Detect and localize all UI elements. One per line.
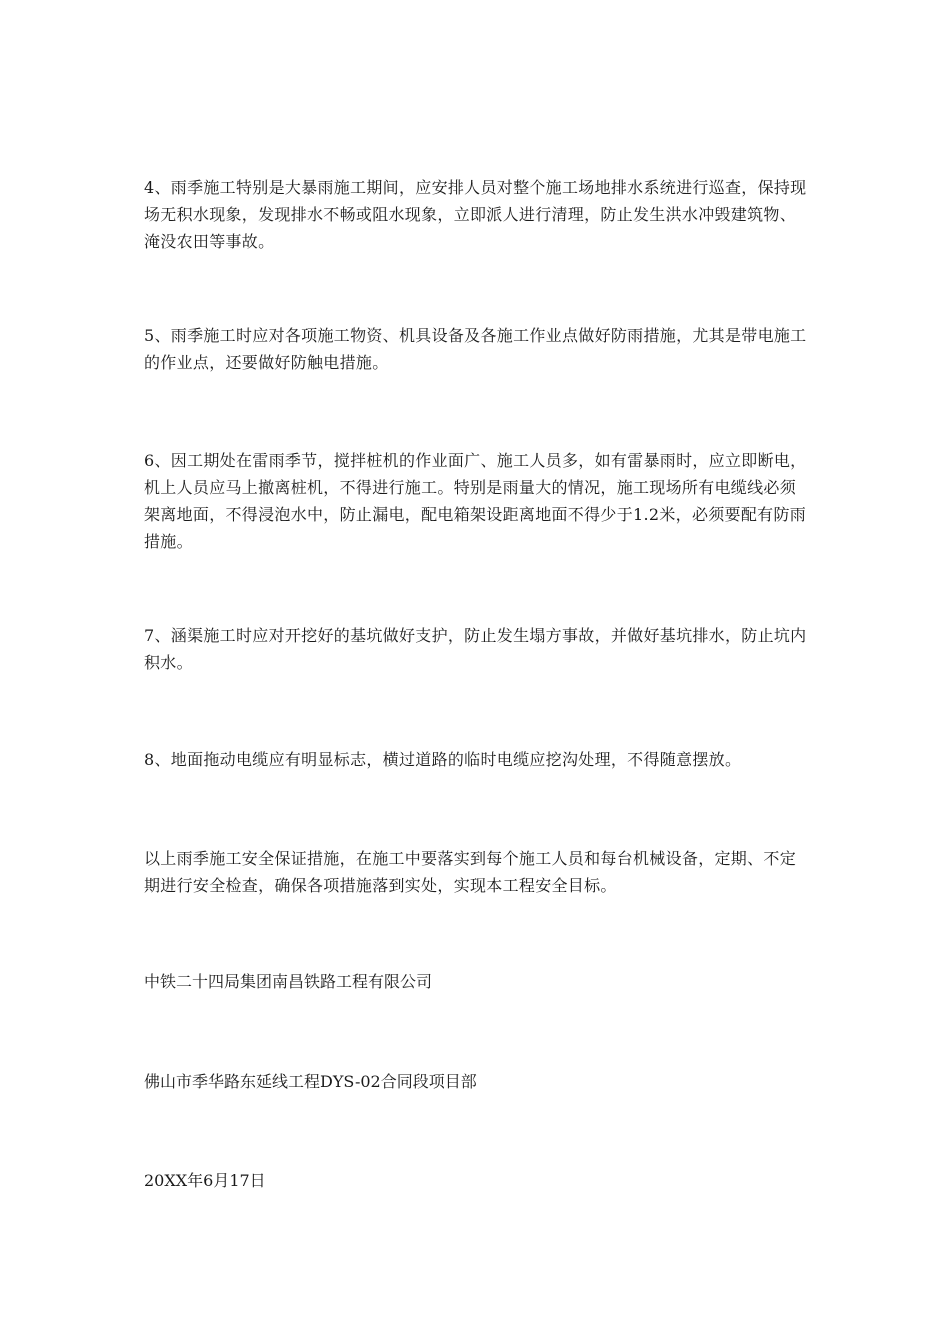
document-date: 20XX年6月17日 (144, 1171, 266, 1190)
company-name: 中铁二十四局集团南昌铁路工程有限公司 (144, 972, 433, 991)
paragraph-text: 以上雨季施工安全保证措施，在施工中要落实到每个施工人员和每台机械设备，定期、不定期进行安全检查，确保各项措施落到实处，实现本工程安全目标。 (144, 849, 797, 895)
paragraph-text: 8、地面拖动电缆应有明显标志，横过道路的临时电缆应挖沟处理，不得随意摆放。 (144, 750, 742, 769)
paragraph-item-7 (144, 622, 812, 676)
paragraph-text: 7、涵渠施工时应对开挖好的基坑做好支护，防止发生塌方事故，并做好基坑排水，防止坑内积水。 (144, 626, 807, 672)
paragraph-item-6 (144, 447, 812, 555)
paragraph-text: 5、雨季施工时应对各项施工物资、机具设备及各施工作业点做好防雨措施，尤其是带电施工的作业点，还要做好防触电措施。 (144, 326, 807, 372)
project-department: 佛山市季华路东延线工程DYS-02合同段项目部 (144, 1072, 477, 1091)
paragraph-item-5 (144, 322, 812, 376)
paragraph-summary (144, 845, 812, 899)
paragraph-text: 6、因工期处在雷雨季节，搅拌桩机的作业面广、施工人员多，如有雷暴雨时，应立即断电，机上人员应马上撤离桩机，不得进行施工。特别是雨量大的情况，施工现场所有电缆线必须架离地面，不得浸泡水中，防止漏电，配电箱架设距离地面不得少于1.2米，必须要配有防雨措施。 (144, 451, 807, 551)
paragraph-item-8 (144, 746, 812, 773)
paragraph-text: 4、雨季施工特别是大暴雨施工期间，应安排人员对整个施工场地排水系统进行巡查，保持现场无积水现象，发现排水不畅或阻水现象，立即派人进行清理，防止发生洪水冲毁建筑物、淹没农田等事故。 (144, 178, 807, 251)
paragraph-item-4 (144, 174, 812, 255)
